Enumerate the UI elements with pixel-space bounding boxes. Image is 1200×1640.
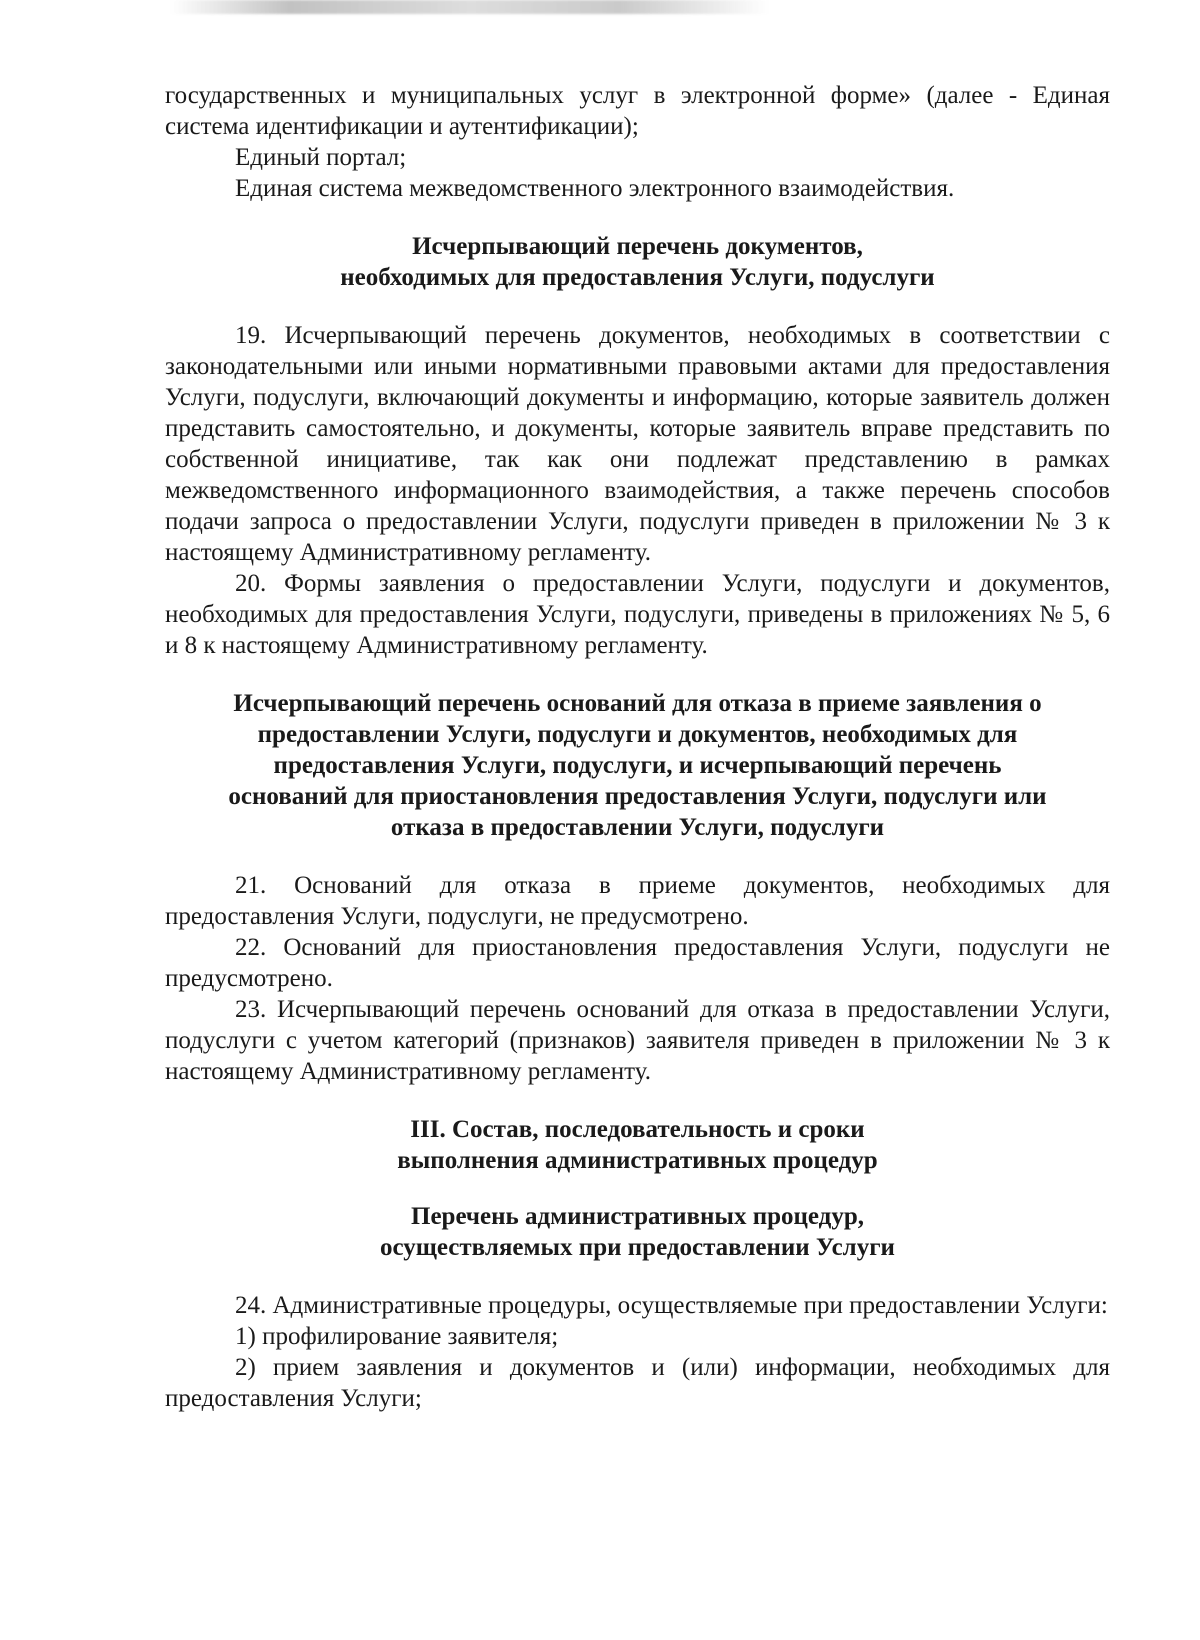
heading-line: III. Состав, последовательность и сроки — [410, 1116, 865, 1143]
procedures-block — [165, 1290, 1110, 1414]
heading-line: Перечень административных процедур, — [411, 1203, 864, 1230]
heading-line: оснований для приостановления предоставления Услуги, подуслуги или — [228, 783, 1047, 810]
paragraph-24: 24. Административные процедуры, осуществляемые при предоставлении Услуги: — [235, 1292, 1108, 1319]
paragraph-19: 19. Исчерпывающий перечень документов, необходимых в соответствии с законодательными или иными нормативными правовыми актами для предоставления Услуги, подуслуги, включающий документы и информацию, которые заявитель должен представить самостоятельно, и документы, которые заявитель вправе представить по собственной инициативе, так как они подлежат представлению в рамках межведомственного информационного взаимодействия, а также перечень способов подачи запроса о предоставлении Услуги, подуслуги приведен в приложении № 3 к настоящему Административному регламенту. — [165, 322, 1110, 566]
paragraph: государственных и муниципальных услуг в электронной форме» (далее - Единая система идентификации и аутентификации); — [165, 82, 1110, 140]
heading-line: Исчерпывающий перечень оснований для отказа в приеме заявления о — [233, 690, 1042, 717]
heading-line: выполнения административных процедур — [397, 1147, 878, 1174]
intro-block — [165, 80, 1110, 204]
section-heading-procedures — [165, 1201, 1110, 1263]
paragraph-21: 21. Оснований для отказа в приеме документов, необходимых для предоставления Услуги, подуслуги, не предусмотрено. — [165, 872, 1110, 930]
paragraph: Единая система межведомственного электронного взаимодействия. — [235, 175, 955, 202]
paragraph: Единый портал; — [235, 144, 407, 171]
documents-block — [165, 320, 1110, 661]
heading-line: предоставления Услуги, подуслуги, и исчерпывающий перечень — [273, 752, 1002, 779]
paragraph-23: 23. Исчерпывающий перечень оснований для отказа в предоставлении Услуги, подуслуги с учетом категорий (признаков) заявителя приведен в приложении № 3 к настоящему Административному регламенту. — [165, 996, 1110, 1085]
paragraph-20: 20. Формы заявления о предоставлении Услуги, подуслуги и документов, необходимых для предоставления Услуги, подуслуги, приведены в приложениях № 5, 6 и 8 к настоящему Административному регламенту. — [165, 570, 1110, 659]
list-item: 1) профилирование заявителя; — [235, 1323, 559, 1350]
section-heading-documents — [165, 231, 1110, 293]
document-page — [165, 80, 1110, 1414]
section-heading-refusal-grounds — [165, 688, 1110, 843]
scan-artifact — [170, 0, 770, 14]
paragraph-22: 22. Оснований для приостановления предоставления Услуги, подуслуги не предусмотрено. — [165, 934, 1110, 992]
heading-line: необходимых для предоставления Услуги, подуслуги — [340, 264, 935, 291]
section-heading-chapter-3 — [165, 1114, 1110, 1176]
heading-line: отказа в предоставлении Услуги, подуслуги — [390, 814, 885, 841]
heading-line: осуществляемых при предоставлении Услуги — [380, 1234, 895, 1261]
heading-line: предоставлении Услуги, подуслуги и документов, необходимых для — [257, 721, 1018, 748]
list-item: 2) прием заявления и документов и (или) информации, необходимых для предоставления Услуги; — [165, 1354, 1110, 1412]
refusal-block — [165, 870, 1110, 1087]
heading-line: Исчерпывающий перечень документов, — [412, 233, 863, 260]
